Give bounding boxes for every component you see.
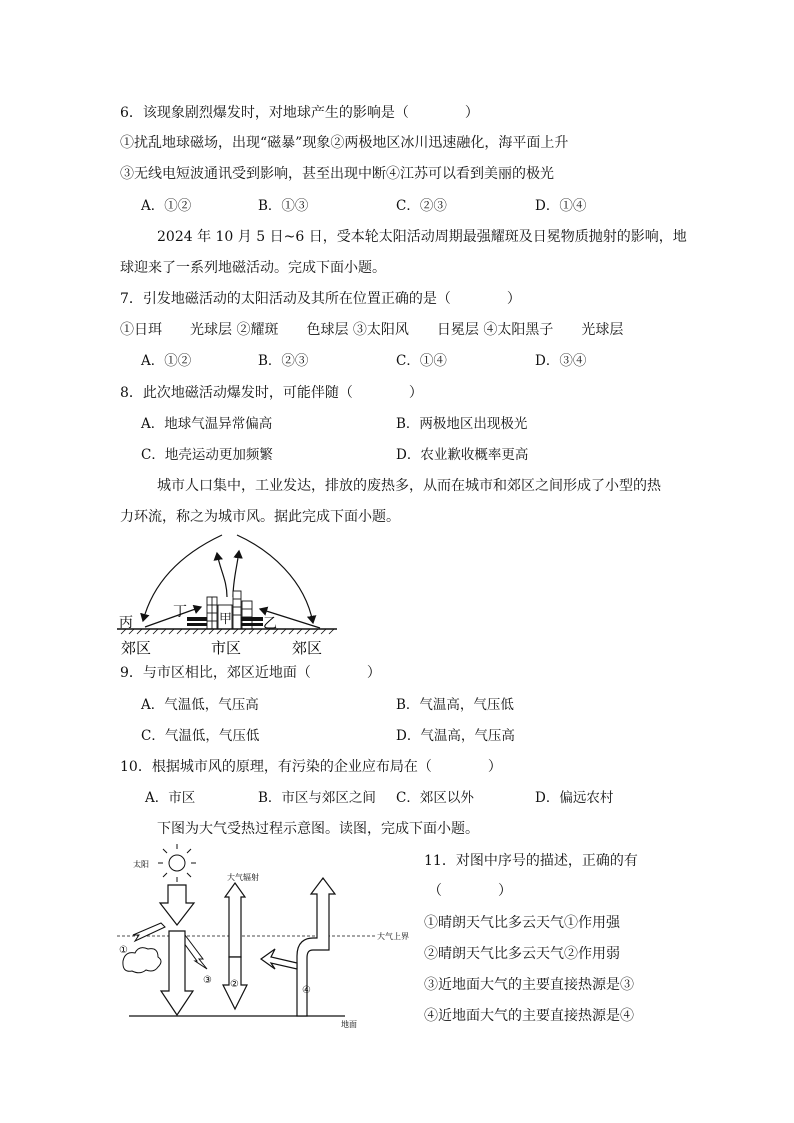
q6-statement-line-1: ①扰乱地球磁场，出现“磁暴”现象②两极地区冰川迅速融化，海平面上升: [120, 135, 569, 151]
sun-icon: [158, 844, 196, 882]
q7-option-a[interactable]: A．①②: [141, 353, 192, 369]
label-atmo-top: 大气上界: [377, 932, 409, 941]
q11-item-4[interactable]: ④近地面大气的主要直接热源是④: [424, 1008, 634, 1024]
q8-option-d[interactable]: D．农业歉收概率更高: [396, 447, 529, 463]
label-sun: 太阳: [133, 860, 149, 869]
intro-geomag-line-2: 球迎来了一系列地磁活动。完成下面小题。: [120, 260, 386, 276]
reflected-arrow-1: [133, 923, 165, 941]
label-suburb-right: 郊区: [292, 639, 323, 657]
q6-option-b[interactable]: B．①③: [258, 198, 309, 214]
q8-option-a[interactable]: A．地球气温异常偏高: [141, 416, 273, 432]
intro-city-line-2: 力环流，称之为城市风。据此完成下面小题。: [120, 509, 400, 525]
label-n4: ④: [302, 985, 311, 996]
q10-stem: 10．根据城市风的原理，有污染的企业应布局在（ ）: [120, 759, 502, 775]
factory-block-left-2: [187, 623, 207, 626]
ground-to-atmo-arrow: [261, 949, 297, 969]
label-ding: 丁: [173, 604, 187, 620]
q7-option-b[interactable]: B．②③: [258, 353, 309, 369]
label-urban: 市区: [211, 639, 242, 657]
q9-option-c[interactable]: C．气温低，气压低: [141, 728, 260, 744]
q9-stem: 9．与市区相比，郊区近地面（ ）: [120, 665, 381, 681]
intro-atmo-line: 下图为大气受热过程示意图。读图，完成下面小题。: [157, 821, 479, 837]
label-suburb-left: 郊区: [121, 639, 152, 657]
cloud-icon: [123, 948, 161, 973]
rising-air-arrow-right: [233, 551, 239, 597]
q6-stem: 6．该现象剧烈爆发时，对地球产生的影响是（ ）: [120, 105, 479, 121]
city-wind-diagram: [115, 525, 340, 660]
intro-geomag-line-1: 2024 年 10 月 5 日~6 日，受本轮太阳活动周期最强耀斑及日冕物质抛射的影响，地: [157, 229, 687, 245]
q9-option-d[interactable]: D．气温高，气压高: [396, 728, 515, 744]
q9-option-b[interactable]: B．气温高，气压低: [396, 697, 514, 713]
q11-paren: （ ）: [428, 883, 512, 899]
intro-city-line-1: 城市人口集中，工业发达，排放的废热多，从而在城市和郊区之间形成了小型的热: [157, 478, 661, 494]
label-atmo-radiation: 大气辐射: [227, 873, 259, 882]
label-ground: 地面: [341, 1020, 357, 1029]
q6-option-c[interactable]: C．②③: [396, 198, 447, 214]
q9-option-a[interactable]: A．气温低，气压高: [141, 697, 259, 713]
atmo-radiation-up-arrow: [225, 883, 245, 957]
q7-option-c[interactable]: C．①④: [396, 353, 447, 369]
q6-statement-line-2: ③无线电短波通讯受到影响，甚至出现中断④江苏可以看到美丽的极光: [120, 166, 554, 182]
ground-hatching: [121, 629, 334, 634]
factory-block-right-2: [241, 623, 263, 626]
factory-block-right: [241, 617, 263, 621]
label-n1: ①: [119, 945, 128, 956]
label-bing: 丙: [119, 615, 133, 631]
label-n2: ②: [230, 979, 239, 990]
factory-block-left: [187, 617, 207, 621]
q8-stem: 8．此次地磁活动爆发时，可能伴随（ ）: [120, 385, 423, 401]
q7-stem: 7．引发地磁活动的太阳活动及其所在位置正确的是（ ）: [120, 291, 521, 307]
label-yi: 乙: [263, 616, 277, 632]
q11-stem: 11．对图中序号的描述，正确的有: [424, 853, 638, 869]
label-n3: ③: [203, 975, 212, 986]
solar-radiation-arrow: [160, 885, 194, 925]
q8-option-b[interactable]: B．两极地区出现极光: [396, 416, 528, 432]
atmosphere-heating-diagram: [115, 843, 410, 1033]
label-jia: 甲: [219, 612, 233, 627]
q6-option-a[interactable]: A．①②: [141, 198, 192, 214]
q10-option-c[interactable]: C．郊区以外: [396, 790, 474, 806]
q7-statement-line: ①日珥 光球层 ②耀斑 色球层 ③太阳风 日冕层 ④太阳黑子 光球层: [120, 322, 624, 338]
q11-item-2[interactable]: ②晴朗天气比多云天气②作用弱: [424, 946, 620, 962]
q10-option-b[interactable]: B．市区与郊区之间: [258, 790, 376, 806]
q11-item-1[interactable]: ①晴朗天气比多云天气①作用强: [424, 915, 620, 931]
q7-option-d[interactable]: D．③④: [535, 353, 587, 369]
q10-option-a[interactable]: A．市区: [145, 790, 196, 806]
rising-air-arrow-left: [217, 553, 227, 597]
q10-option-d[interactable]: D．偏远农村: [535, 790, 614, 806]
q6-option-d[interactable]: D．①④: [535, 198, 587, 214]
q11-item-3[interactable]: ③近地面大气的主要直接热源是③: [424, 977, 634, 993]
q8-option-c[interactable]: C．地壳运动更加频繁: [141, 447, 273, 463]
